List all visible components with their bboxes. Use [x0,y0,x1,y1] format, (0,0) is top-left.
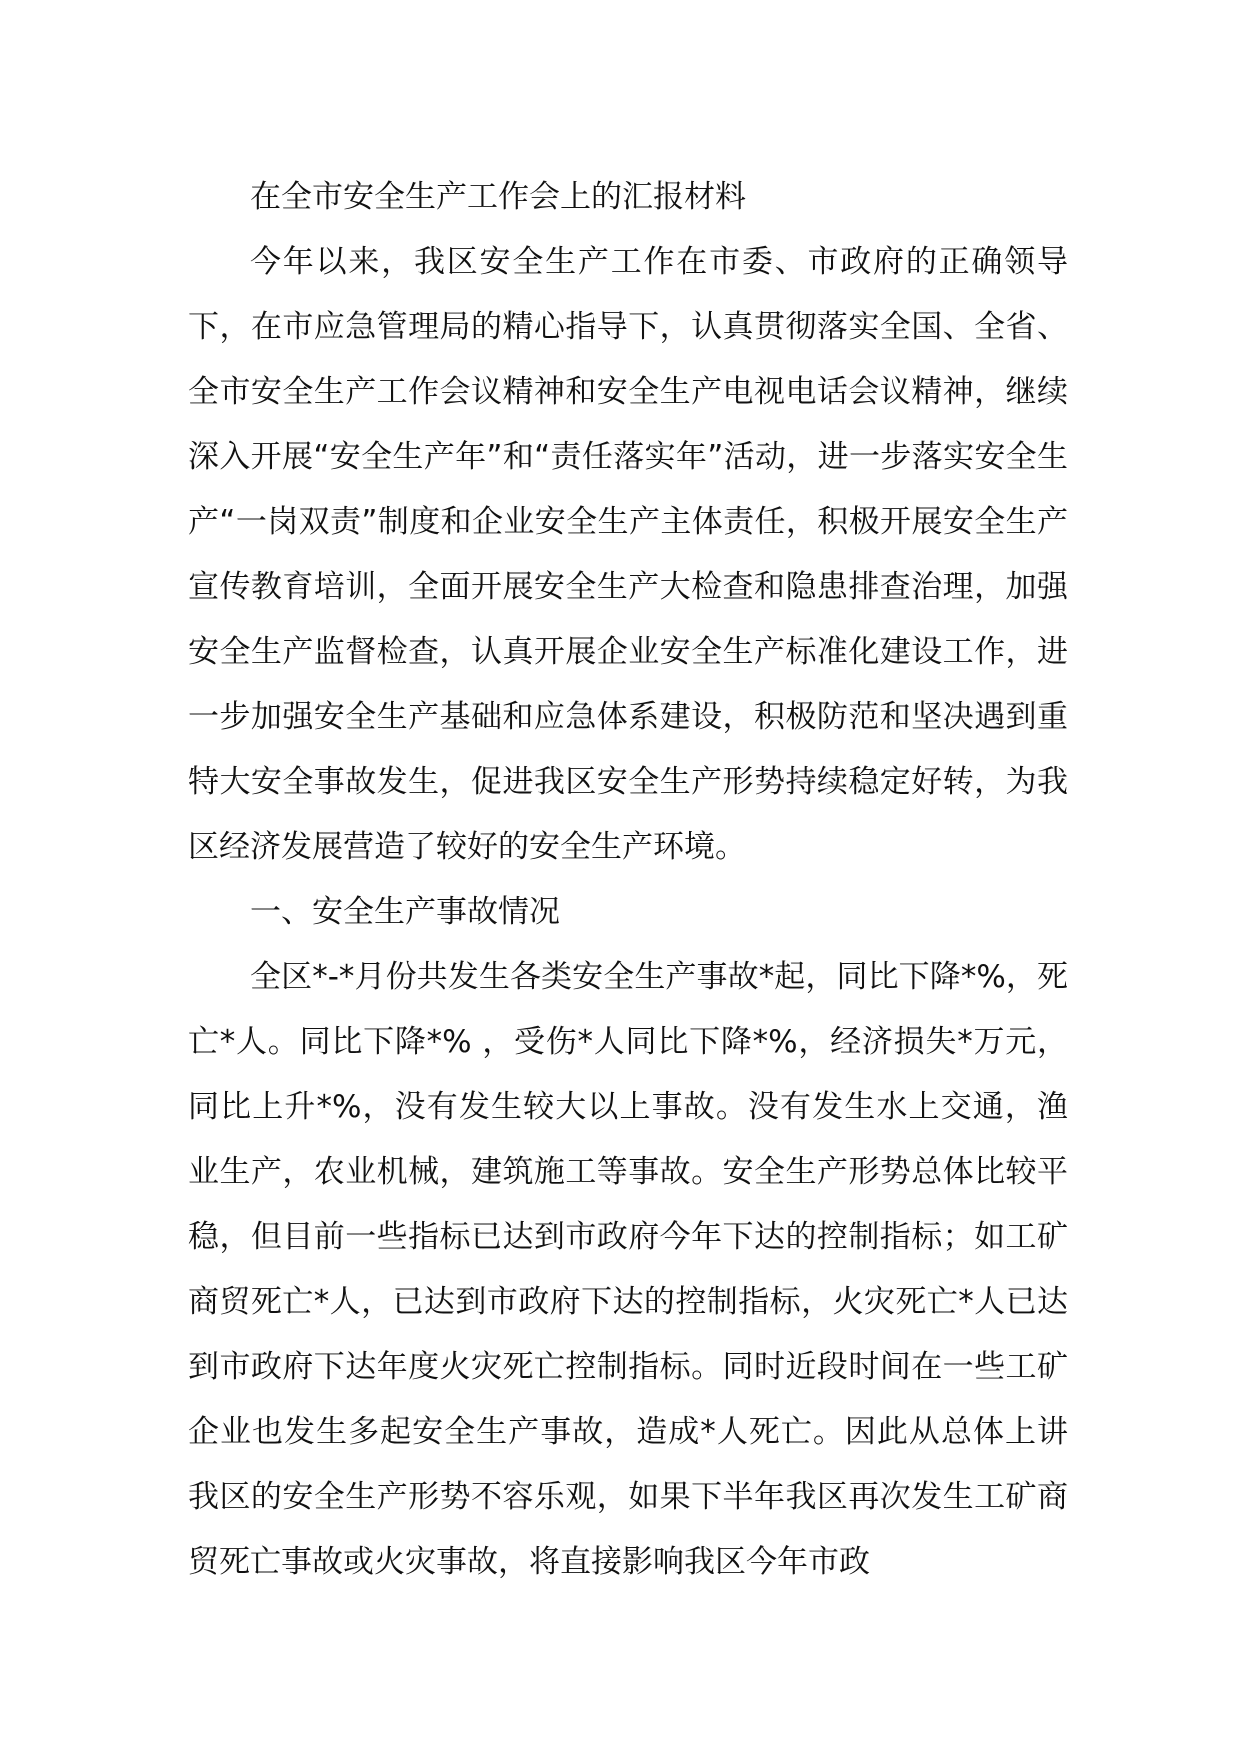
document-body [188,165,1068,1595]
document-title: 在全市安全生产工作会上的汇报材料 [250,179,746,215]
section-heading: 一、安全生产事故情况 [250,894,560,930]
intro-paragraph: 今年以来，我区安全生产工作在市委、市政府的正确领导下，在市应急管理局的精心指导下，认真贯彻落实全国、全省、全市安全生产工作会议精神和安全生产电视电话会议精神，继续深入开展“安全生产年”和“责任落实年”活动，进一步落实安全生产“一岗双责”制度和企业安全生产主体责任，积极开展安全生产宣传教育培训，全面开展安全生产大检查和隐患排查治理，加强安全生产监督检查，认真开展企业安全生产标准化建设工作，进一步加强安全生产基础和应急体系建设，积极防范和坚决遇到重特大安全事故发生，促进我区安全生产形势持续稳定好转，为我区经济发展营造了较好的安全生产环境。 [188,244,1068,865]
section-paragraph: 全区*-*月份共发生各类安全生产事故*起，同比下降*%，死亡*人。同比下降*% ，受伤*人同比下降*%，经济损失*万元，同比上升*%，没有发生较大以上事故。没有发生水上交通，渔业生产，农业机械，建筑施工等事故。安全生产形势总体比较平稳，但目前一些指标已达到市政府今年下达的控制指标；如工矿商贸死亡*人，已达到市政府下达的控制指标，火灾死亡*人已达到市政府下达年度火灾死亡控制指标。同时近段时间在一些工矿企业也发生多起安全生产事故，造成*人死亡。因此从总体上讲我区的安全生产形势不容乐观，如果下半年我区再次发生工矿商贸死亡事故或火灾事故，将直接影响我区今年市政 [188,959,1068,1580]
